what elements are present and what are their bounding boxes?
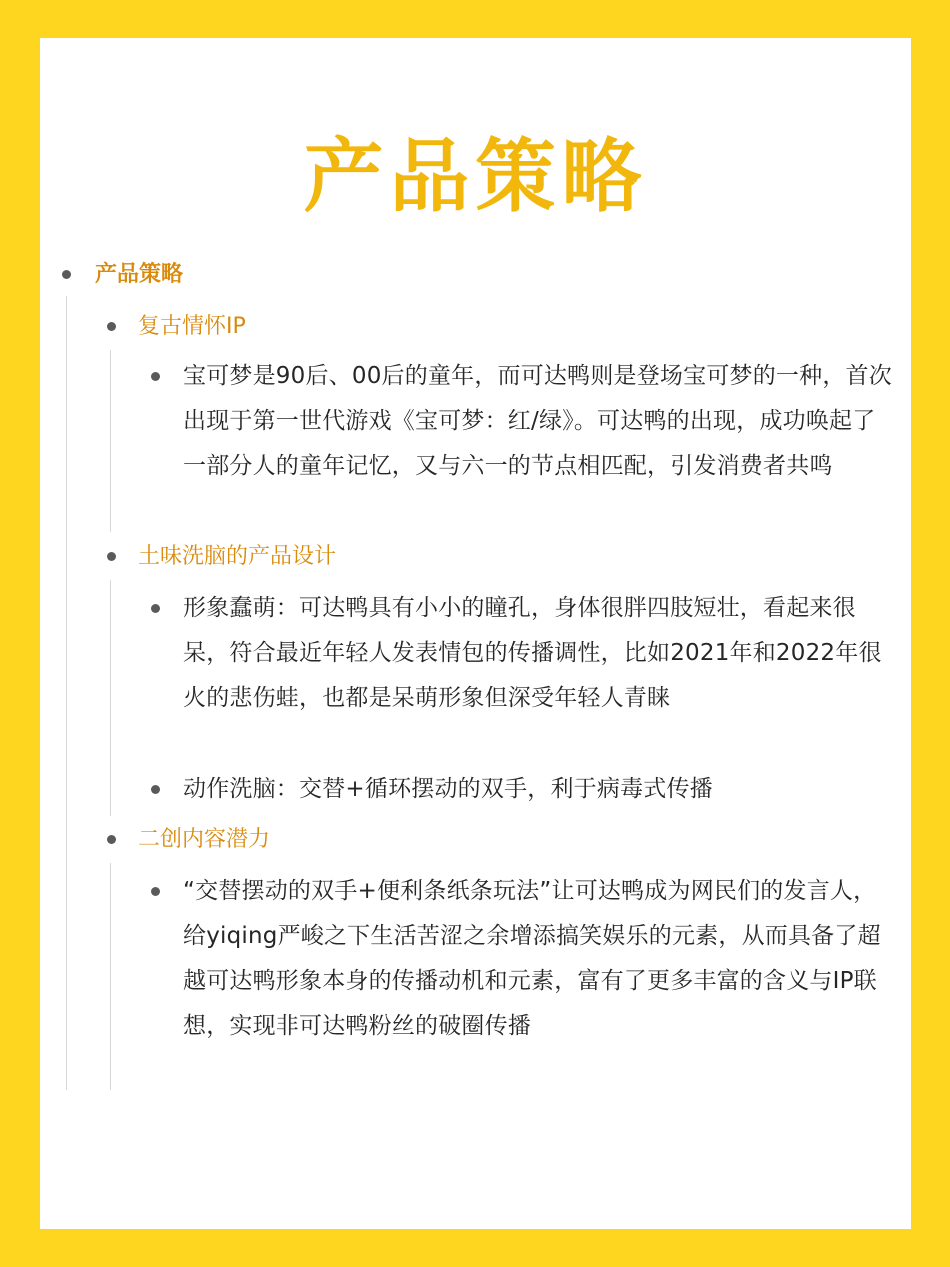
list-item: 形象蠢萌：可达鸭具有小小的瞳孔，身体很胖四肢短壮，看起来很呆，符合最近年轻人发表情包的传播调性，比如2021年和2022年很火的悲伤蛙，也都是呆萌形象但深受年轻人青睐 xyxy=(183,595,882,711)
bullet-icon xyxy=(151,785,160,794)
page-title: 产品策略 xyxy=(303,129,648,223)
section-label-product-design[interactable]: 土味洗脑的产品设计 xyxy=(138,544,337,569)
list-item: 宝可梦是90后、00后的童年，而可达鸭则是登场宝可梦的一种，首次出现于第一世代游戏《宝可梦：红/绿》。可达鸭的出现，成功唤起了一部分人的童年记忆，又与六一的节点相匹配，引发消费者共鸣 xyxy=(183,363,892,479)
list-item: “交替摆动的双手+便利条纸条玩法”让可达鸭成为网民们的发言人，给yiqing严峻之下生活苦涩之余增添搞笑娱乐的元素，从而具备了超越可达鸭形象本身的传播动机和元素，富有了更多丰富的含义与IP联想，实现非可达鸭粉丝的破圈传播 xyxy=(183,878,881,1039)
list-item: 动作洗脑：交替+循环摆动的双手，利于病毒式传播 xyxy=(183,776,713,802)
bullet-icon xyxy=(151,372,160,381)
outline-root-label[interactable]: 产品策略 xyxy=(95,262,184,287)
section-3-guide-line xyxy=(110,863,111,1090)
mind-map-outline xyxy=(40,38,911,1229)
level-1-guide-line xyxy=(66,296,67,1090)
bullet-icon xyxy=(107,322,116,331)
section-1-guide-line xyxy=(110,350,111,532)
section-label-retro-ip[interactable]: 复古情怀IP xyxy=(138,314,246,339)
content-card xyxy=(40,38,911,1229)
bullet-icon xyxy=(151,887,160,896)
bullet-icon xyxy=(107,552,116,561)
section-2-guide-line xyxy=(110,580,111,816)
section-label-ugc-potential[interactable]: 二创内容潜力 xyxy=(138,827,271,852)
bullet-icon xyxy=(62,270,71,279)
bullet-icon xyxy=(151,604,160,613)
bullet-icon xyxy=(107,835,116,844)
